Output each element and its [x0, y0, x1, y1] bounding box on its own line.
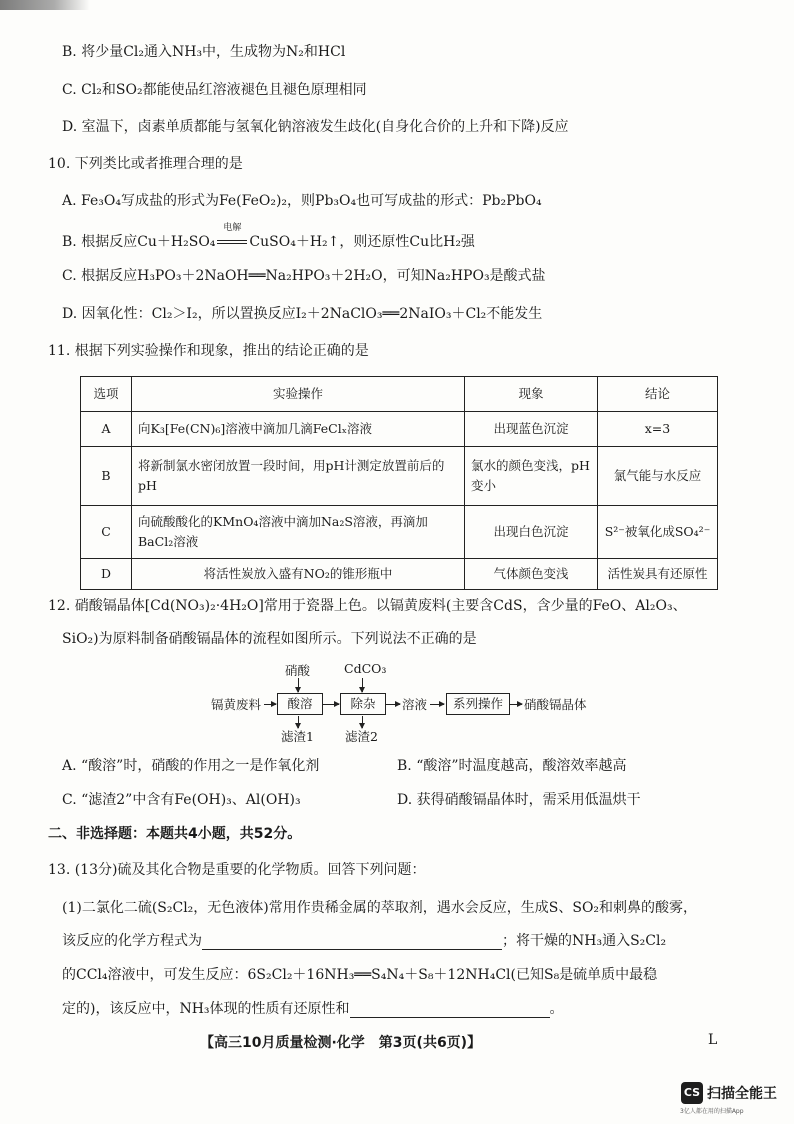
q12-stem-line1: 12. 硝酸镉晶体[Cd(NO₃)₂·4H₂O]常用于瓷器上色。以镉黄废料(主要含CdS，含少量的FeO、Al₂O₃、 — [48, 598, 687, 614]
answer-blank-equation[interactable] — [202, 949, 502, 950]
q13-part1-line1: (1)二氯化二硫(S₂Cl₂，无色液体)常用作贵稀金属的萃取剂，遇水会反应，生成S、SO₂和刺鼻的酸雾， — [62, 900, 698, 916]
scanner-tagline: 3亿人都在用的扫描App — [680, 1108, 744, 1115]
table-row — [81, 447, 718, 506]
camscanner-logo-icon: CS — [681, 1082, 703, 1104]
header-conclusion: 结论 — [598, 377, 718, 412]
row-option: B — [81, 447, 132, 506]
section-2-heading: 二、非选择题：本题共4小题，共52分。 — [48, 826, 302, 842]
scanner-app-name: 扫描全能王 — [707, 1086, 777, 1102]
q12-option-b: B. “酸溶”时温度越高，酸溶效率越高 — [397, 758, 627, 774]
row-conclusion: x=3 — [598, 412, 718, 447]
flow-arrow — [264, 704, 276, 705]
row-phenomenon: 出现白色沉淀 — [465, 506, 598, 559]
table-row — [81, 412, 718, 447]
row-phenomenon: 出现蓝色沉淀 — [465, 412, 598, 447]
flow-step-series-operations: 系列操作 — [446, 693, 510, 715]
q10-b-post: CuSO₄＋H₂↑，则还原性Cu比H₂强 — [249, 234, 475, 250]
row-option: A — [81, 412, 132, 447]
q9-option-d: D. 室温下，卤素单质都能与氢氧化钠溶液发生歧化(自身化合价的上升和下降)反应 — [62, 119, 569, 135]
row-phenomenon: 氯水的颜色变浅，pH变小 — [465, 447, 598, 506]
row-operation: 向硫酸酸化的KMnO₄溶液中滴加Na₂S溶液，再滴加BaCl₂溶液 — [132, 506, 465, 559]
flow-arrow — [298, 678, 299, 692]
row-operation: 将活性炭放入盛有NO₂的锥形瓶中 — [132, 559, 465, 590]
flow-arrow — [323, 704, 339, 705]
row-option: D — [81, 559, 132, 590]
q9-option-c: C. Cl₂和SO₂都能使品红溶液褪色且褪色原理相同 — [62, 82, 367, 98]
flow-step-acid-dissolve: 酸溶 — [277, 693, 323, 715]
q12-option-c: C. “滤渣2”中含有Fe(OH)₃、Al(OH)₃ — [62, 792, 301, 808]
answer-blank-property[interactable] — [350, 1017, 550, 1018]
q12-stem-line2: SiO₂)为原料制备硝酸镉晶体的流程如图所示。下列说法不正确的是 — [62, 631, 477, 647]
flow-arrow — [430, 704, 444, 705]
q13-text: 定的)，该反应中，NH₃体现的性质有还原性和 — [62, 1001, 350, 1017]
q12-option-d: D. 获得硝酸镉晶体时，需采用低温烘干 — [397, 792, 641, 808]
row-conclusion: S²⁻被氧化成SO₄²⁻ — [598, 506, 718, 559]
paper-code: L — [708, 1032, 718, 1048]
q13-text: 该反应的化学方程式为 — [62, 933, 202, 949]
flow-arrow — [386, 704, 400, 705]
table-row — [81, 559, 718, 590]
flow-residue-1: 滤渣1 — [281, 729, 314, 744]
q10-option-d: D. 因氧化性：Cl₂＞I₂，所以置换反应I₂＋2NaClO₃══2NaIO₃＋Cl₂不能发生 — [62, 306, 543, 322]
q10-option-b — [62, 223, 475, 251]
row-option: C — [81, 506, 132, 559]
row-conclusion: 氯气能与水反应 — [598, 447, 718, 506]
q10-option-c: C. 根据反应H₃PO₃＋2NaOH══Na₂HPO₃＋2H₂O，可知Na₂HPO₃是酸式盐 — [62, 268, 546, 284]
electrolysis-condition: 电解 — [223, 223, 242, 233]
q10-option-a: A. Fe₃O₄写成盐的形式为Fe(FeO₂)₂，则Pb₃O₄也可写成盐的形式：Pb₂PbO₄ — [62, 193, 542, 209]
flow-residue-2: 滤渣2 — [345, 729, 378, 744]
flow-reagent-cdco3: CdCO₃ — [344, 661, 387, 676]
q9-option-b: B. 将少量Cl₂通入NH₃中，生成物为N₂和HCl — [62, 44, 346, 60]
scan-smudge — [0, 0, 90, 10]
q10-b-pre: B. 根据反应Cu＋H₂SO₄ — [62, 234, 216, 250]
q12-option-a: A. “酸溶”时，硝酸的作用之一是作氧化剂 — [62, 758, 320, 774]
row-operation: 向K₃[Fe(CN)₆]溶液中滴加几滴FeClₓ溶液 — [132, 412, 465, 447]
q13-stem: 13. (13分)硫及其化合物是重要的化学物质。回答下列问题： — [48, 862, 426, 878]
flow-reagent-nitric-acid: 硝酸 — [285, 663, 311, 678]
q10-stem: 10. 下列类比或者推理合理的是 — [48, 156, 243, 172]
row-conclusion: 活性炭具有还原性 — [598, 559, 718, 590]
q13-text: 。 — [549, 1001, 564, 1017]
page-footer: 【高三10月质量检测·化学 第3页(共6页)】 — [200, 1035, 482, 1051]
flow-arrow — [362, 678, 363, 692]
header-operation: 实验操作 — [132, 377, 465, 412]
header-phenomenon: 现象 — [465, 377, 598, 412]
table-row — [81, 506, 718, 559]
q11-stem: 11. 根据下列实验操作和现象，推出的结论正确的是 — [48, 343, 369, 359]
row-operation: 将新制氯水密闭放置一段时间，用pH计测定放置前后的pH — [132, 447, 465, 506]
flow-arrow — [510, 704, 522, 705]
row-phenomenon: 气体颜色变浅 — [465, 559, 598, 590]
q11-table — [80, 376, 718, 590]
q13-part1-line4 — [62, 1000, 564, 1018]
header-option: 选项 — [81, 377, 132, 412]
flow-solution: 溶液 — [402, 697, 428, 712]
flow-product: 硝酸镉晶体 — [524, 697, 587, 712]
flow-step-impurity-removal: 除杂 — [340, 693, 386, 715]
flow-raw-material: 镉黄废料 — [211, 697, 262, 712]
q13-part1-line3: 的CCl₄溶液中，可发生反应：6S₂Cl₂＋16NH₃══S₄N₄＋S₈＋12NH₄Cl(已知S₈是硫单质中最稳 — [62, 967, 658, 983]
q13-part1-line2 — [62, 932, 666, 950]
electrolysis-arrow — [215, 223, 249, 251]
q13-text: ；将干燥的NH₃通入S₂Cl₂ — [502, 933, 667, 949]
